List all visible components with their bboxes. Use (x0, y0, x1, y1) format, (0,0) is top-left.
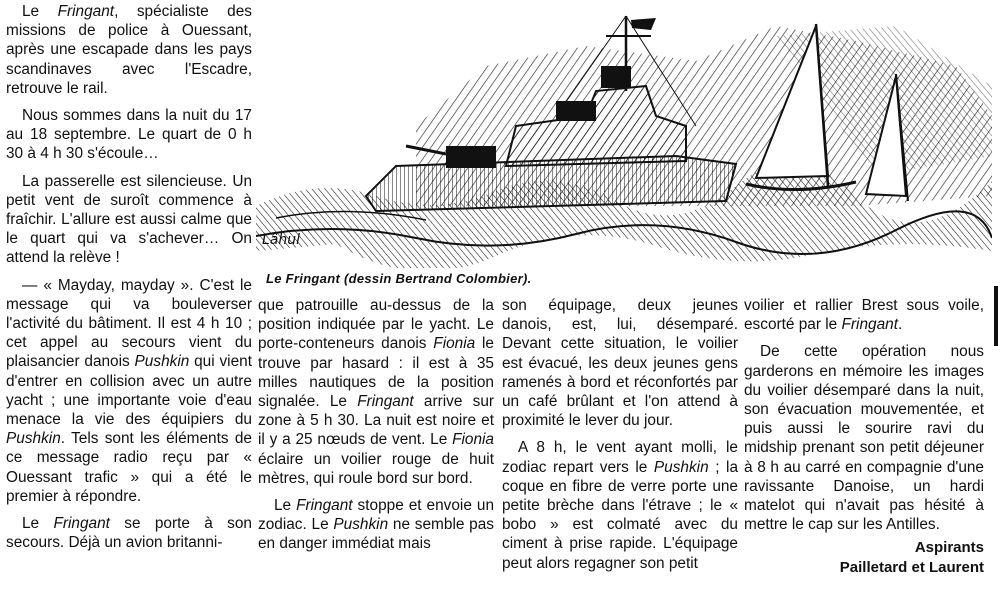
paragraph: son équipage, deux jeunes danois, est, lui, désemparé. Devant cette situation, le voilier est évacué, les deux jeunes gens ramenés à bord et réconfortés par un café brûlant et l'on attend à proximité le lever du jour. (502, 297, 738, 430)
paragraph: que patrouille au-dessus de la position indiquée par le yacht. Le porte-conteneurs danois Fionia le trouve par hasard : il est à 35 milles nautiques de la position signalée. Le Fringant arrive sur zone à 5 h 30. La nuit est noire et il y a 25 nœuds de vent. Le Fionia éclaire un voilier rouge de huit mètres, qui roule bord sur bord. (258, 297, 495, 487)
paragraph: De cette opération nous garderons en mémoire les images du voilier désemparé dans la nuit, son évacuation mouvementée, et puis aussi le sourire ravi du midship prenant son petit déjeuner à 8 h au carré en compagnie d'une ravissante Danoise, un hardi matelot qui n'avait pas hésité à mettre le cap sur les Antilles. (744, 343, 984, 534)
paragraph: Le Fringant stoppe et envoie un zodiac. Le Pushkin ne semble pas en danger immédiat mais (258, 497, 494, 553)
article-column-4 (744, 296, 984, 542)
article-column-3 (502, 296, 738, 573)
paragraph: Le Fringant, spécialiste des missions de police à Ouessant, après une escapade dans les pays scandinaves avec l'Escadre, retrouve le rail. (6, 3, 252, 97)
illustration-caption: Le Fringant (dessin Bertrand Colombier). (266, 271, 532, 286)
author-signature (800, 538, 984, 578)
paragraph: Nous sommes dans la nuit du 17 au 18 septembre. Le quart de 0 h 30 à 4 h 30 s'écoule… (6, 107, 252, 163)
ship-illustration (256, 6, 992, 268)
paragraph: La passerelle est silencieuse. Un petit vent de suroît commence à fraîchir. L'allure est aussi calme que le quart qui va s'achever… On attend la relève ! (6, 172, 252, 267)
paragraph: voilier et rallier Brest sous voile, escorté par le Fringant. (744, 297, 984, 334)
artist-signature: Lâhul (262, 232, 301, 248)
paragraph: Le Fringant se porte à son secours. Déjà un avion britanni- (6, 515, 252, 552)
article-column-2 (258, 296, 494, 554)
edge-rule (994, 286, 998, 346)
paragraph: A 8 h, le vent ayant molli, le zodiac repart vers le Pushkin ; la coque en fibre de verre porte une petite brèche dans l'étrave ; le « bobo » est colmaté avec du ciment à prise rapide. L'équipage peut alors regagner son petit (502, 439, 738, 572)
paragraph: — « Mayday, mayday ». C'est le message qui va bouleverser l'activité du bâtiment. Il est 4 h 10 ; cet appel au secours vient du plaisancier danois Pushkin qui vient d'entrer en collision avec un autre yacht ; une importante voie d'eau menace la vie des équipiers du Pushkin. Tels sont les éléments de ce message radio reçu par « Ouessant trafic » qui a été le premier à répondre. (6, 276, 252, 505)
signature-line: Pailletard et Laurent (839, 559, 984, 576)
signature-line: Aspirants (914, 539, 984, 556)
article-column-1 (6, 2, 252, 552)
